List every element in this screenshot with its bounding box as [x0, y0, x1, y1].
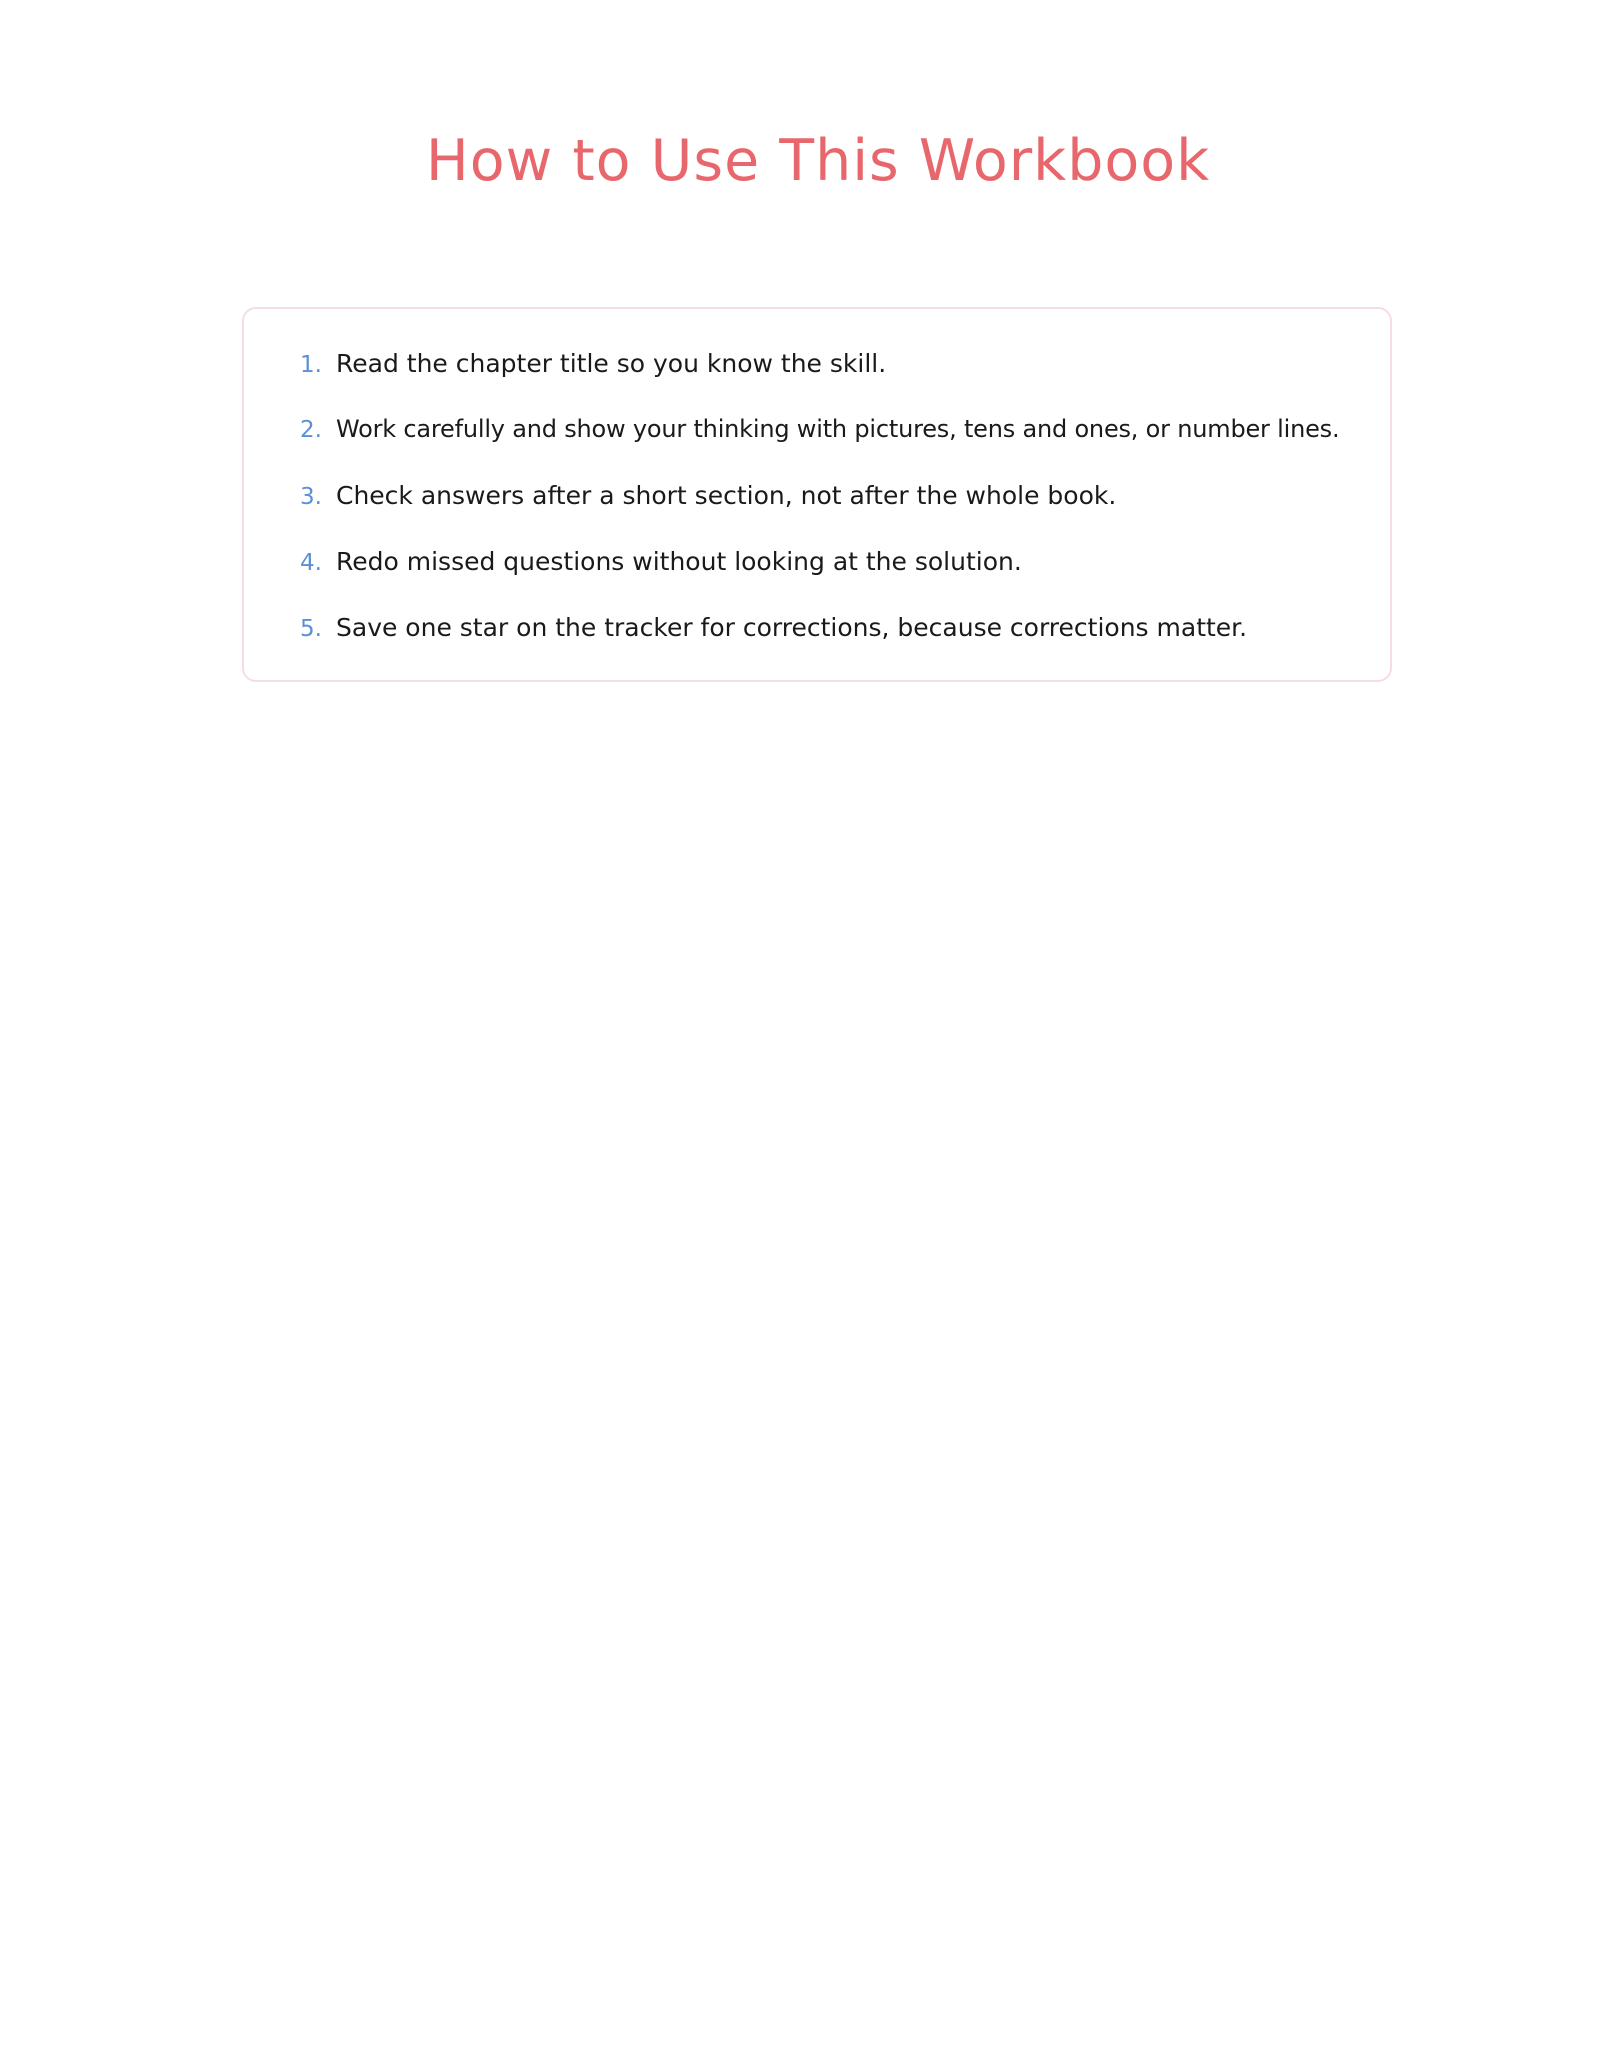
step-number: 5.	[300, 616, 322, 642]
step-text: Work carefully and show your thinking with pictures, tens and ones, or number lines.	[336, 415, 1340, 443]
instructions-box	[242, 307, 1392, 682]
instructions-list	[300, 349, 1366, 679]
list-item	[300, 349, 1366, 415]
step-text: Check answers after a short section, not after the whole book.	[336, 481, 1117, 510]
list-item	[300, 547, 1366, 613]
list-item	[300, 613, 1366, 679]
page-title: How to Use This Workbook	[425, 128, 1211, 194]
list-item	[300, 481, 1366, 547]
step-number: 1.	[300, 352, 322, 378]
step-text: Redo missed questions without looking at the solution.	[336, 547, 1022, 576]
step-text: Read the chapter title so you know the skill.	[336, 349, 887, 378]
step-text: Save one star on the tracker for corrections, because corrections matter.	[336, 613, 1248, 642]
list-item	[300, 415, 1366, 481]
step-number: 2.	[300, 417, 322, 443]
step-number: 3.	[300, 484, 322, 510]
step-number: 4.	[300, 550, 322, 576]
